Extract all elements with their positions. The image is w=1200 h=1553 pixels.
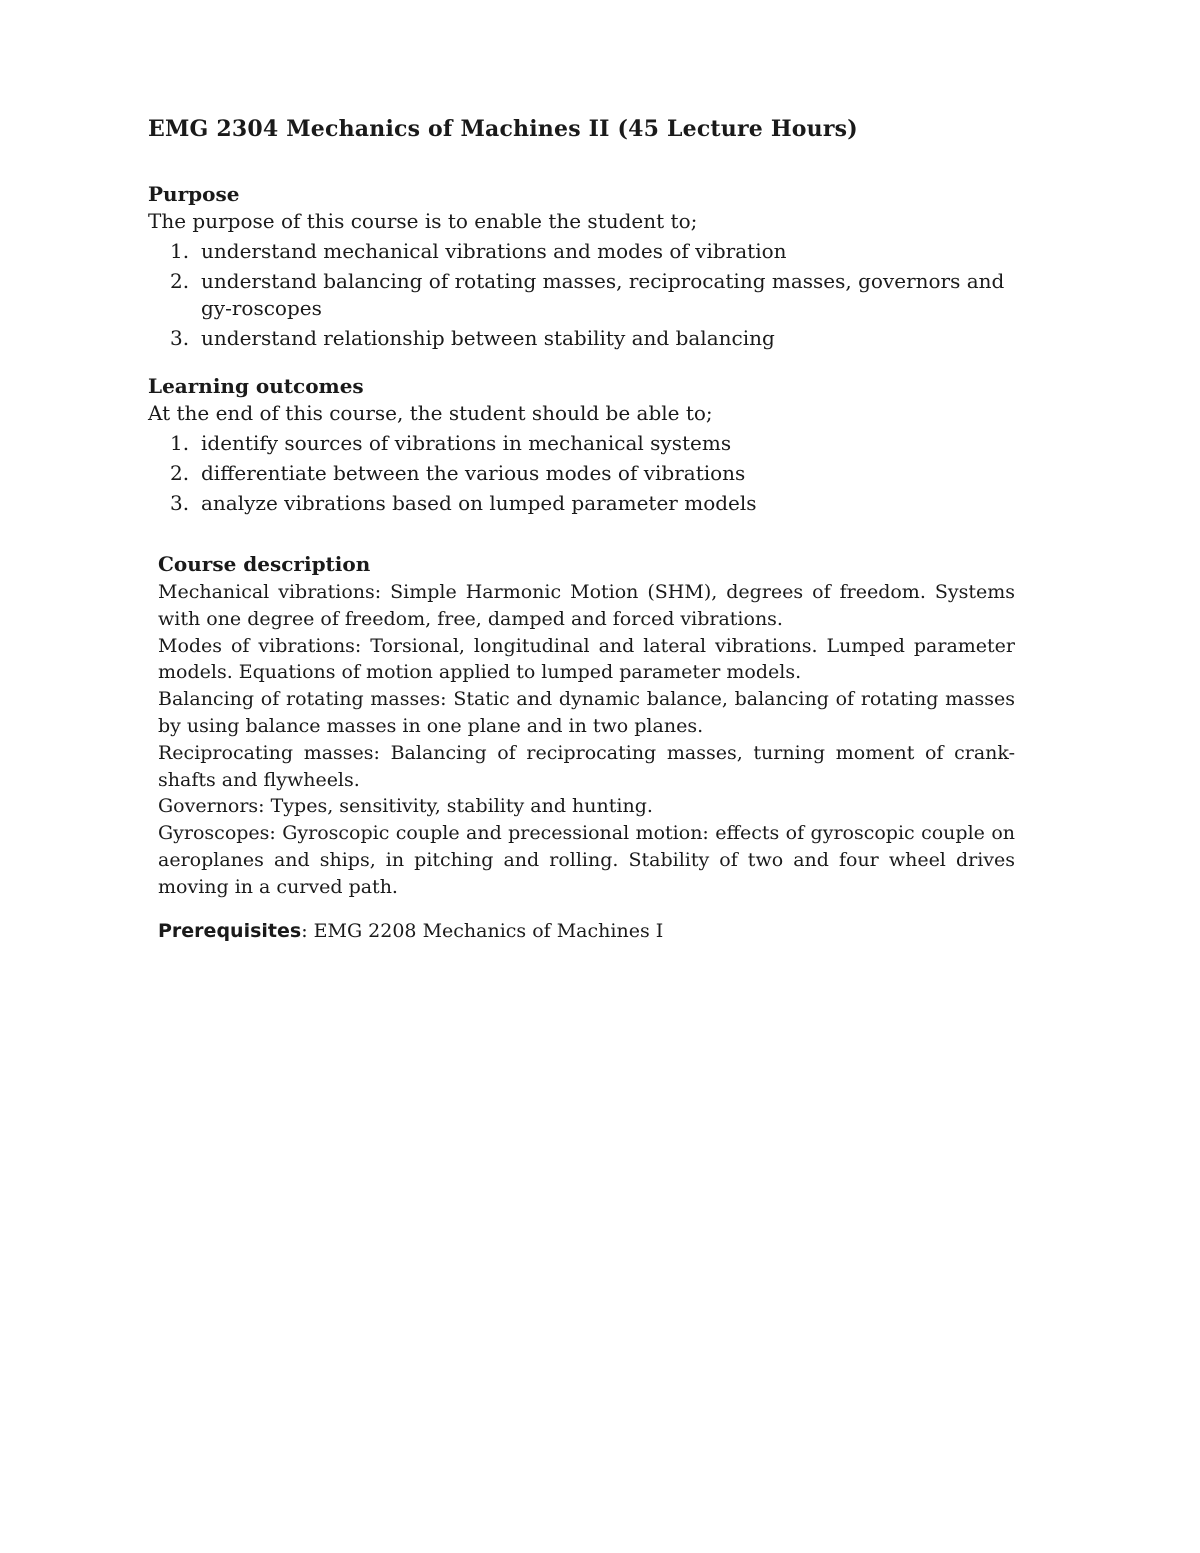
list-item-text: analyze vibrations based on lumped parameter models	[201, 491, 757, 515]
description-paragraph: Modes of vibrations: Torsional, longitudinal and lateral vibrations. Lumped parameter models. Equations of motion applied to lumped parameter models.	[158, 634, 1015, 684]
list-number: 2.	[170, 461, 190, 485]
list-item	[148, 268, 1028, 322]
list-item	[148, 460, 1028, 487]
list-number: 3.	[170, 491, 190, 515]
list-item	[148, 325, 1028, 352]
description-paragraph: Balancing of rotating masses: Static and dynamic balance, balancing of rotating masses by using balance masses in one plane and in two planes.	[158, 688, 1015, 737]
prerequisites-label: Prerequisites	[158, 920, 302, 942]
prerequisites-line	[158, 918, 663, 945]
list-number: 2.	[170, 269, 190, 293]
learning-outcomes-heading: Learning outcomes	[148, 374, 364, 398]
description-paragraph: Mechanical vibrations: Simple Harmonic Motion (SHM), degrees of freedom. Systems with one degree of freedom, free, damped and forced vibrations.	[158, 581, 1015, 630]
purpose-section	[148, 181, 1028, 352]
list-item	[148, 238, 1028, 265]
list-item	[148, 430, 1028, 457]
description-paragraph: Reciprocating masses: Balancing of reciprocating masses, turning moment of crank-shafts and flywheels.	[158, 741, 1015, 791]
list-item	[148, 490, 1028, 517]
purpose-heading: Purpose	[148, 182, 240, 206]
description-paragraph: Governors: Types, sensitivity, stability and hunting.	[158, 795, 653, 818]
prerequisites-value: : EMG 2208 Mechanics of Machines I	[301, 920, 664, 942]
learning-outcomes-list	[148, 430, 1028, 517]
list-item-text: understand mechanical vibrations and modes of vibration	[201, 239, 787, 263]
list-item-text: differentiate between the various modes of vibrations	[201, 461, 746, 485]
description-paragraph: Gyroscopes: Gyroscopic couple and precessional motion: effects of gyroscopic couple on aeroplanes and ships, in pitching and rolling. Stability of two and four wheel drives moving in a curved path.	[158, 822, 1015, 898]
list-number: 1.	[170, 431, 190, 455]
list-item-text: identify sources of vibrations in mechanical systems	[201, 431, 732, 455]
learning-outcomes-intro: At the end of this course, the student should be able to;	[148, 401, 713, 425]
list-item-text: understand relationship between stability and balancing	[201, 326, 775, 350]
learning-outcomes-section	[148, 373, 1028, 517]
course-description-section	[158, 551, 1015, 901]
list-number: 1.	[170, 239, 190, 263]
list-number: 3.	[170, 326, 190, 350]
list-item-text: understand balancing of rotating masses, reciprocating masses, governors and gy-roscopes	[201, 269, 1005, 320]
purpose-intro: The purpose of this course is to enable the student to;	[148, 209, 698, 233]
course-description-heading: Course description	[158, 552, 371, 576]
course-title: EMG 2304 Mechanics of Machines II (45 Lecture Hours)	[148, 116, 858, 142]
purpose-list	[148, 238, 1028, 352]
